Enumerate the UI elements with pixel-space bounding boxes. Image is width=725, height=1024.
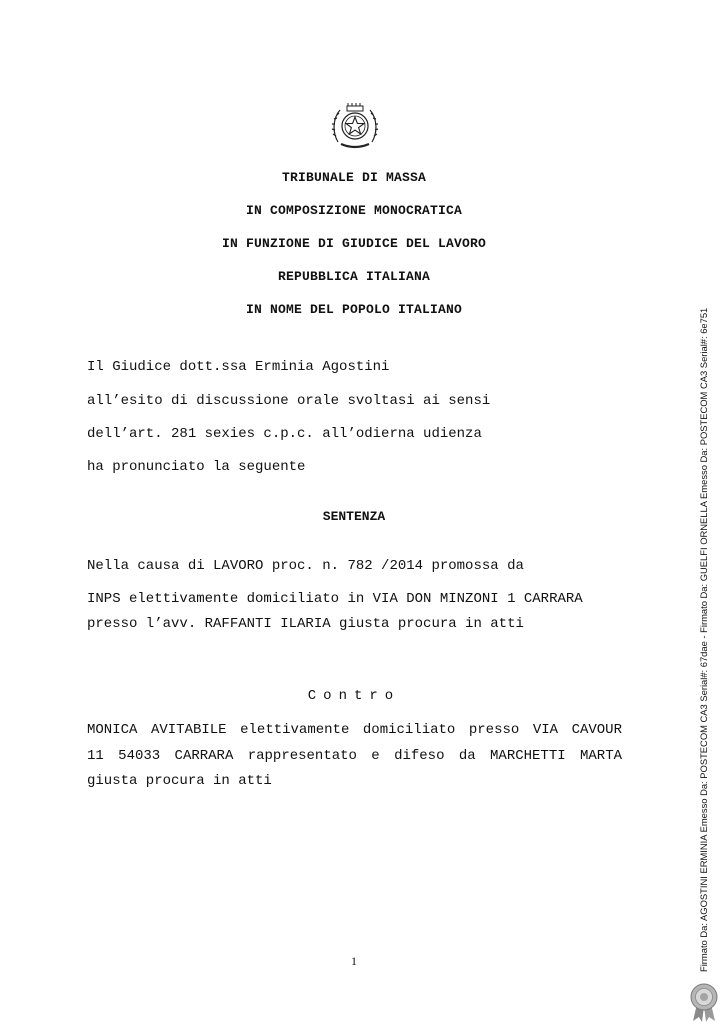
causa-line-1: Nella causa di LAVORO proc. n. 782 /2014 promossa da <box>87 558 524 574</box>
convenuto-line-1: MONICA AVITABILE elettivamente domiciliato presso VIA CAVOUR <box>87 722 622 738</box>
function-heading: IN FUNZIONE DI GIUDICE DEL LAVORO <box>221 236 487 251</box>
republic-emblem-icon <box>330 100 380 154</box>
composition-heading: IN COMPOSIZIONE MONOCRATICA <box>245 203 463 218</box>
page-number: 1 <box>351 954 357 968</box>
signature-seal-icon <box>687 982 721 1022</box>
intro-line-3: dell’art. 281 sexies c.p.c. all’odierna udienza <box>87 426 482 442</box>
convenuto-line-3: giusta procura in atti <box>87 773 272 789</box>
court-name-heading: TRIBUNALE DI MASSA <box>281 170 427 185</box>
people-heading: IN NOME DEL POPOLO ITALIANO <box>245 302 463 317</box>
sentence-title: SENTENZA <box>322 509 386 524</box>
causa-line-3: presso l’avv. RAFFANTI ILARIA giusta procura in atti <box>87 616 524 632</box>
intro-line-4: ha pronunciato la seguente <box>87 459 306 475</box>
republic-heading: REPUBBLICA ITALIANA <box>277 269 431 284</box>
judge-line: Il Giudice dott.ssa Erminia Agostini <box>87 359 390 375</box>
causa-line-2: INPS elettivamente domiciliato in VIA DON MINZONI 1 CARRARA <box>87 591 583 607</box>
contro-label: Contro <box>307 688 401 704</box>
digital-signature-text: Firmato Da: AGOSTINI ERMINIA Emesso Da: POSTECOM CA3 Serial#: 67dae - Firmato Da: GUELFI ORNELLA Emesso Da: POSTECOM CA3 Serial#: 6e751 <box>698 307 709 972</box>
convenuto-line-2: 11 54033 CARRARA rappresentato e difeso da MARCHETTI MARTA <box>87 748 622 764</box>
intro-line-2: all’esito di discussione orale svoltasi ai sensi <box>87 393 491 409</box>
